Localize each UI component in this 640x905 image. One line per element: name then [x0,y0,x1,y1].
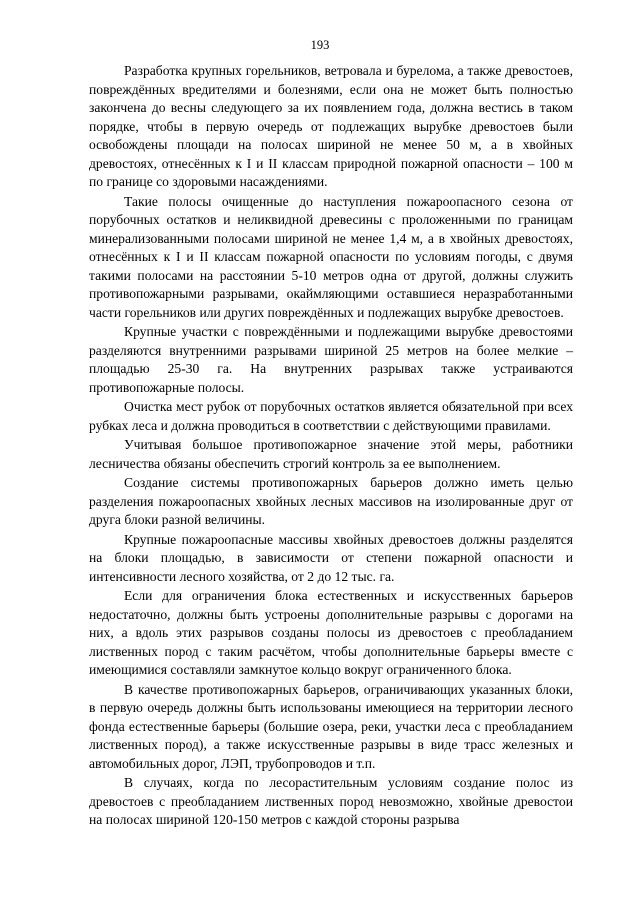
paragraph: В случаях, когда по лесорастительным условиям создание полос из древостоев с преобладанием лиственных пород невозможно, хвойные древостои на полосах шириной 120-150 метров с каждой стороны разрыва [89,775,573,827]
paragraph: Крупные пожароопасные массивы хвойных древостоев должны разделятся на блоки площадью, в зависимости от степени пожарной опасности и интенсивности лесного хозяйства, от 2 до 12 тыс. га. [89,531,573,584]
paragraph: В качестве противопожарных барьеров, ограничивающих указанных блоки, в первую очередь должны быть использованы имеющиеся на территории лесного фонда естественные барьеры (большие озера, реки, участки леса с преобладанием лиственных пород), а также искусственные разрывы в виде трасс железных и автомобильных дорог, ЛЭП, трубопроводов и т.п. [89,681,573,771]
paragraph: Крупные участки с повреждёнными и подлежащими вырубке древостоями разделяются внутренними разрывами шириной 25 метров на более мелкие – площадью 25-30 га. На внутренних разрывах также устраиваются противопожарные полосы. [89,324,573,395]
document-body [89,62,573,830]
paragraph: Учитывая большое противопожарное значение этой меры, работники лесничества обязаны обеспечить строгий контроль за ее выполнением. [89,437,573,471]
paragraph: Создание системы противопожарных барьеров должно иметь целью разделения пожароопасных хвойных лесных массивов на изолированные друг от друга блоки разной величины. [89,475,573,527]
paragraph: Такие полосы очищенные до наступления пожароопасного сезона от порубочных остатков и неликвидной древесины с проложенными по границам минерализованными полосами шириной не менее 1,4 м, а в хвойных древостоях, отнесённых к I и II классам пожарной опасности по условиям погоды, с двумя такими полосами на расстоянии 5-10 метров одна от другой, должны служить противопожарными разрывами, окаймляющими оставшиеся неразработанными части горельников или других повреждённых и подлежащих вырубке древостоев. [89,193,573,320]
paragraph: Если для ограничения блока естественных и искусственных барьеров недостаточно, должны быть устроены дополнительные разрывы с дорогами на них, а вдоль этих разрывов созданы полосы из древостоев с преобладанием лиственных пород с таким расчётом, чтобы дополнительные барьеры вместе с имеющимися составляли замкнутое кольцо вокруг ограниченного блока. [89,588,573,677]
paragraph: Очистка мест рубок от порубочных остатков является обязательной при всех рубках леса и должна проводиться в соответствии с действующими правилами. [89,399,573,433]
paragraph: Разработка крупных горельников, ветровала и бурелома, а также древостоев, повреждённых вредителями и болезнями, если она не может быть полностью закончена до весны следующего за их появлением года, должна вестись в таком порядке, чтобы в первую очередь от подлежащих вырубке древостоев были освобождены площади на полосах шириной не менее 50 м, а в хвойных древостоях, отнесённых к I и II классам природной пожарной опасности – 100 м по границе со здоровыми насаждениями. [89,63,573,189]
page-number: 193 [310,38,330,52]
